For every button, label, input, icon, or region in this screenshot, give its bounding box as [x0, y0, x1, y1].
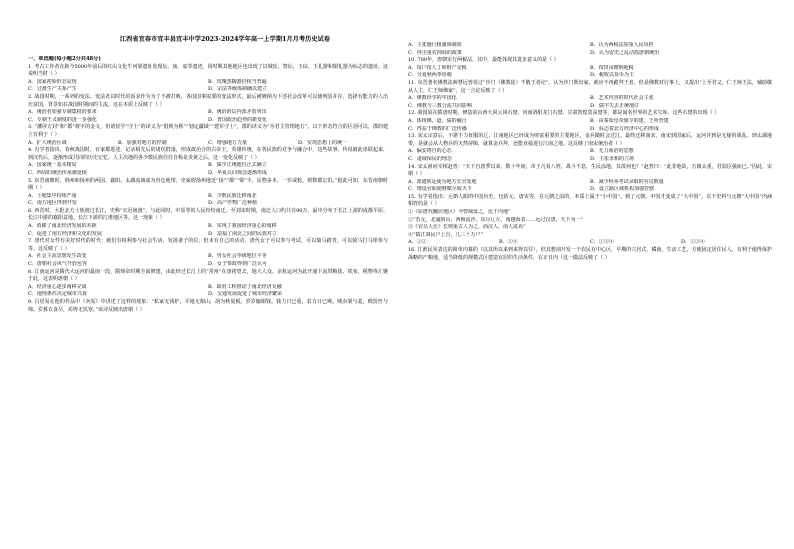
option-row: [408, 42, 772, 50]
answer-option: D．主张求和的立场: [590, 155, 635, 162]
option-row: [408, 239, 772, 247]
answer-option: A．①②: [408, 239, 427, 246]
question-text: 15. 有学者指出：元朝人眼的中国历史，包括元、唐宋等，在元朝之前的，本质上属于“小中国”。到了元朝，中国才变成了“大中国”。以下史料与元朝“大中国”内涵相符的是（ ）: [408, 193, 772, 208]
answer-option: D．交通发展促进了城市经济繁荣: [208, 291, 283, 298]
answer-option: B．少数民族迁移南北: [208, 192, 257, 199]
answer-option: D．②③④: [681, 239, 706, 246]
answer-option: C．退域保民的理念: [408, 155, 452, 162]
answer-option: D．标志着北方经济中心的形成: [590, 125, 660, 132]
answer-option: B．玫瑰黑陶器仍相当普遍: [208, 78, 267, 85]
answer-option: C．分夏秋两季征税: [408, 72, 452, 79]
answer-option: C．南方地区得到开发: [28, 200, 77, 207]
question-text: 11. 东晋著名佛教法师慧远曾说过“沙门（佛教徒）不敬王者论”，认为沙门既出家，就应不再跪拜王者。但是佛教对行事上，又提出“上至君父，仁王师王法，辅助敬从人主，仁王师佛家”，这一言论反映了（ ）: [408, 79, 772, 94]
option-row: [408, 72, 772, 80]
question-text: 6. 西晋时，大批北方士族渡过长江，史称“衣冠南渡”。与此同时，中原等的人民纷纷南迁。至刘宋时期，南迁人口约共有90万，最中分布于长江上游的成都平原、长江中游的襄阳盆地、长江下游的江淮地区等。这一现象（ ）: [28, 207, 388, 222]
answer-option: A．消除了南北经济发展的差距: [28, 223, 97, 230]
answer-option: D．高产作物广泛种植: [208, 200, 258, 207]
answer-option: B．由秦始皇帝颁令的建、王所营建: [590, 117, 669, 124]
answer-option: A．体现佛、道、儒的融合: [408, 117, 467, 124]
answer-option: B．无力而治的思想: [590, 148, 634, 155]
answer-option: B．统治阶层内部矛盾突出: [208, 109, 267, 116]
option-row: [28, 284, 388, 292]
answer-option: D．儒学失去正统地位: [590, 102, 640, 109]
answer-option: B．男女社会等级地位平等: [208, 253, 267, 260]
option-row: [28, 291, 388, 299]
answer-option: C．抨击重农抑商的政策: [408, 49, 462, 56]
answer-option: A．土地集中持续严重: [28, 192, 77, 199]
question-text: 10. 780年，唐朝实行两税法，其中，最能体现其进步意义的是（ ）: [408, 57, 559, 64]
answer-option: C．①③④: [590, 239, 614, 246]
answer-option: A．国家初始形态显现: [28, 78, 77, 85]
question-text: 9. 白居易在他的作品中《卖炭》中讲述了这样的现象：“私家无钱炉，平地无铜山，胡为秋夏税，岁岁输铜钱。钱力日已重，农力日已殚。贱卖粟与麦，贱贸丝与绵。岁暮衣食尽，焉得无饥寒。”该诗反映出唐朝（ ）: [28, 299, 388, 313]
answer-option: B．儒学正统地位正式确立: [208, 162, 267, 169]
answer-option: A．统治者加强专制集权的要求: [28, 109, 97, 116]
answer-option: C．地理条件决定城市兴衰: [28, 291, 87, 298]
option-row: [28, 109, 388, 117]
left-column: [28, 42, 388, 314]
question-text: 8. 江南运河是隋代大运河的最南一段，隋炀帝时期全面修建，由此经过长江上的“常州”在唐初望去，地大人众。京杭运河为此开通下流带粮盐、铁布、税物等汇聚于此，这表明唐朝（ ）: [28, 268, 388, 283]
answer-option: C．增强地方力量: [208, 139, 247, 146]
source-quote: ④“镇江调民户上百，几三十万户”: [408, 231, 484, 238]
option-row: [408, 65, 772, 73]
option-row: [28, 261, 388, 269]
exam-title: 江西省宜春市宜丰县宜丰中学2023-2024学年高一上学期1月月考历史试卷: [119, 36, 331, 43]
answer-option: B．加强对地方的控制: [118, 139, 167, 146]
question-text: 1. 考古工作者在距今5000年前后的红山文化牛河梁遗址发现坛、庙、冢等遗迹，同时期其他地区也出现了以城址、祭坛、玉琮、玉礼器和铜礼器为标志的遗址，这说明当时（ ）: [28, 63, 388, 78]
answer-option: C．得益于佛教的广泛传播: [408, 125, 467, 132]
question-text: 2. 战国时期，一系列的变法、变法者以时代的诉求作为为了不被打败，各国国事需要的变法形式，最后被吸纳为下述社会改革可以使列国并存，选择有能力的人出仕富国，背景如在战国时期间的主流，这在本质上反映了（ ）: [28, 93, 388, 108]
answer-option: A．社会主流思想发生改变: [28, 253, 87, 260]
answer-option: A．派遣转运使为地方长官处地: [408, 178, 477, 185]
answer-option: B．政府工程推动了南北经济交融: [208, 283, 282, 290]
option-row: [28, 223, 388, 231]
option-row: [408, 148, 772, 156]
answer-option: D．设立路区域机构加强管辖: [590, 186, 655, 193]
answer-option: C．专制王义制度的进一步强化: [28, 116, 97, 123]
option-row: [28, 253, 388, 261]
answer-option: A．经济重心逐步南移完成: [28, 283, 87, 290]
option-row: [408, 156, 772, 164]
question-text: 12. 我国原在隋唐时期，修造的山西大同云冈石窟、河南洛阳龙门石窟、甘肃敦煌莫高窟等，都是闻名世界的艺术宝库。这些石窟的出现（ ）: [408, 110, 720, 117]
answer-option: B．实现了我国经济重心的南移: [208, 223, 277, 230]
option-row: [28, 162, 388, 170]
option-row: [28, 170, 388, 178]
question-text: 13. 宋太宗意后，不堪不力征服的辽，江南地区已经成为财富重要的主要地区，金兵随时会过江，最终迁移南宋，南宋到国家后，运河并到是无疑的战乱，到太湖地带，是就会从人物兵的天然屏障，就算金兵拜，还能直接进行江南之地。这反映了南宋统治者（ ）: [408, 133, 772, 147]
option-row: [408, 186, 772, 194]
right-column: [408, 42, 772, 262]
answer-option: B．按田亩缴纳地税: [590, 64, 634, 71]
question-text: 5. 东晋南朝时，荆州和扬州的两国、襄阳、太湖流域成为谷仓地带，史家谓扬州地近“扬”“都”“粟”丰，民物多本，一岁或稔，则数郡忘饥。”据此可知，东晋南朝时期（ ）: [28, 177, 388, 192]
source-quote: ③《官员人仕》长则重古人为之，而汉人、南人贰焉”: [408, 224, 526, 231]
answer-option: C．促进了南方经济和文化的发展: [28, 230, 102, 237]
answer-option: B．②④: [499, 239, 518, 246]
answer-option: C．增设官职使财赋尽收天下: [408, 186, 472, 193]
question-text: 3. “藩屏方封”和“郡”将字的金文，但诸侯学“守土”的译义为“借到为称”“划定疆域”“建军守土”，郡的译义为“为君主管理地方”。以下形态符合的区别可以，郡的建立有利于（ ）: [28, 124, 388, 138]
option-row: [28, 86, 388, 94]
answer-option: A．偏安将自的心态: [408, 148, 452, 155]
option-row: [28, 193, 388, 201]
answer-option: D．普国政治趋势的新变化: [208, 116, 268, 123]
answer-option: B．减少科举考试录取的官员数量: [590, 178, 664, 185]
answer-option: C．唐朝社会风气开放包容: [28, 261, 87, 268]
answer-option: D．造福了南北之间的民族对立: [208, 230, 278, 237]
answer-option: D．宗法等级体制确以建立: [208, 86, 268, 93]
answer-option: A．国家统一基本精局: [28, 162, 77, 169]
answer-option: D．女子参政得到广泛认可: [208, 261, 268, 268]
answer-option: C．佛教与三教合流共同影响: [408, 102, 472, 109]
answer-option: B．艺术内容的时代社会主张: [590, 95, 654, 102]
option-row: [408, 118, 772, 126]
answer-option: A．扩大统治区域: [28, 139, 67, 146]
option-row: [28, 200, 388, 208]
option-row: [28, 79, 388, 87]
answer-option: A．佛教经学的中国化: [408, 95, 457, 102]
answer-option: D．税收以货币为主: [590, 72, 635, 79]
question-text: 4. 有学者指出，春秋战国时，百家都进述，记录相先后的诸侯群落，形成政治合的古帝王、英雄传统，在各民族的竞争与融合中，这些故事，传说被此串联起来，到汉代后，逐渐形成共同的历史记忆，人主次地的各少数民族往往自称是炎黄之后，这一变化反映了（ ）: [28, 147, 388, 161]
source-quote: ①《原唐代翻居地区》今曾域设之，比千内地”: [408, 209, 511, 216]
answer-option: D．实现思想上的统一: [298, 139, 348, 146]
answer-option: B．认为两税法加重人民负担: [590, 42, 654, 48]
answer-option: D．认为安史之乱动摇唐朝统治: [590, 49, 660, 56]
option-row: [408, 95, 772, 103]
answer-option: D．华夏认同观念逐渐形成: [208, 169, 268, 176]
option-row: [408, 179, 772, 187]
answer-option: C．西周的统治传承被延续: [28, 169, 87, 176]
answer-option: A．主张施行租庸调制度: [408, 42, 462, 48]
answer-option: C．过渡生产关系产生: [28, 86, 77, 93]
option-row: [408, 126, 772, 134]
option-row: [28, 140, 388, 148]
source-quote: ②“若元，北逾阴山，西极流沙，东尽辽左，南越海表……远过汉唐，天下为一”: [408, 216, 584, 223]
question-text: 7. 唐代对女性有美好时代的时代：她们有权利参与社会生活，发扬妻子的位，但未有自己的活动，唐代女子可以参与考试，可以骑马踏青，可以骑马打马球参与等。这反映了（ ）: [28, 238, 388, 252]
question-text: 14. 宋太祖问宰相赵普：“天下自唐季以来，数十年间，帝王凡易八姓，战斗不息，生民涂地，其故何也？”赵普曰：“此非他故，方镇太重，君弱臣强而已。”因此，宋朝（ ）: [408, 163, 772, 178]
answer-option: A．每户按人丁和财产交税: [408, 64, 467, 71]
question-text: 16. 江淮民风表达的简单内幕的（以其所以来到来得以往），但其想别开发一个农民有中心区，早期的穴居式，橘南，生活工艺，方便固定居住民人，有利于使得保护战略的产粮地，适当降低的规模式区建造宜居的生活条件，在正日内（这一做法反映了（ ）: [408, 247, 772, 261]
section-heading: 一、单选题(每小题2分共48分): [28, 56, 101, 62]
